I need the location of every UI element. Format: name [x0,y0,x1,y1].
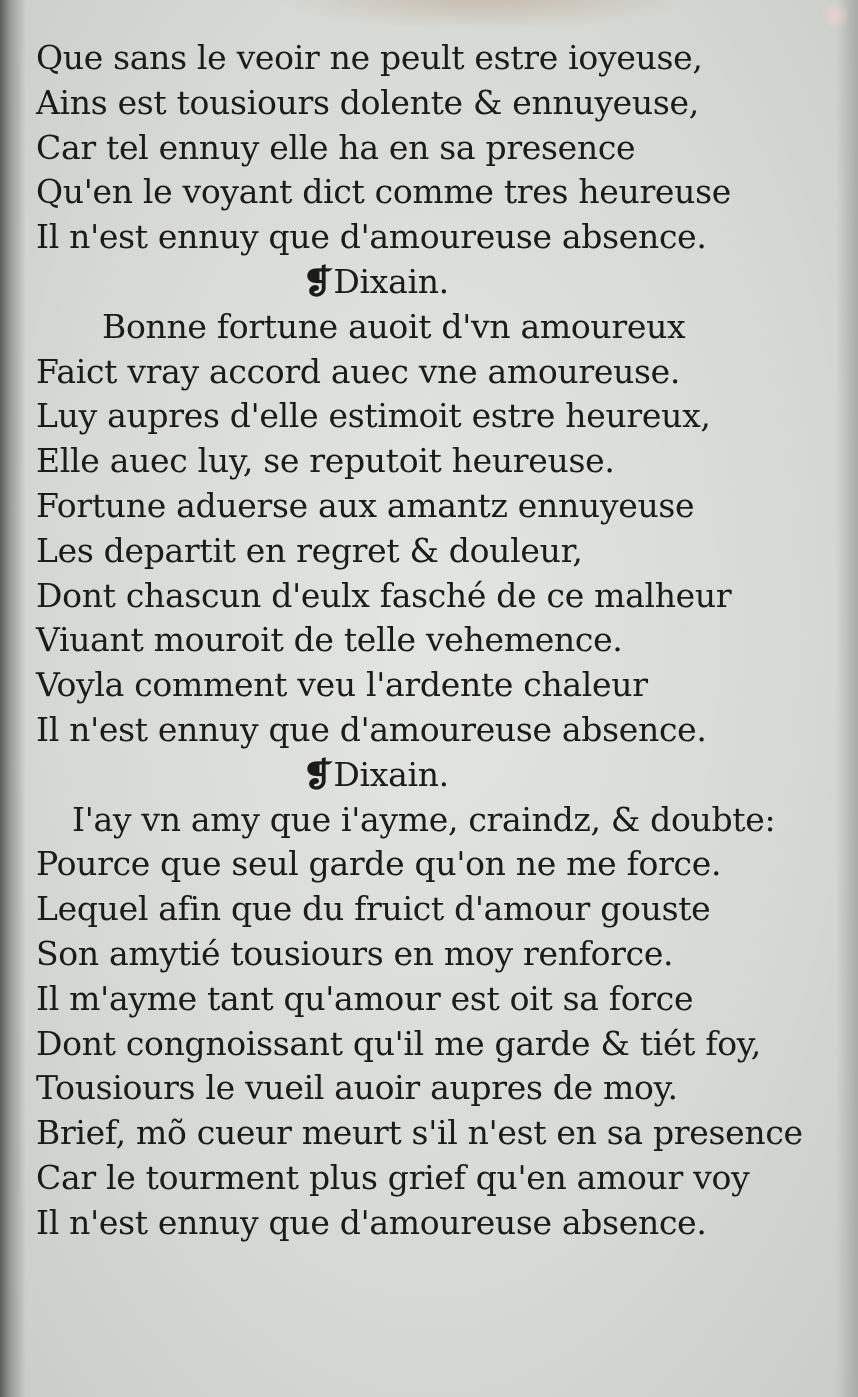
section-heading [36,260,816,305]
pilcrow-icon: ❡ [301,754,334,794]
poem-line: Dont congnoissant qu'il me garde & tiét foy, [36,1023,761,1063]
page-stain [270,0,700,30]
poem-line: Brief, mõ cueur meurt s'il n'est en sa presence [36,1113,803,1153]
poem-line: Que sans le veoir ne peult estre ioyeuse, [36,38,703,77]
poem-line: Viuant mouroit de telle vehemence. [36,620,623,660]
poem-text [36,36,816,1246]
section-heading [36,753,816,798]
poem-line: Voyla comment veu l'ardente chaleur [36,665,648,705]
poem-line: Elle auec luy, se reputoit heureuse. [36,441,615,481]
poem-line: Fortune aduerse aux amantz ennuyeuse [36,485,695,525]
poem-line: Il n'est ennuy que d'amoureuse absence. [36,1202,707,1242]
poem-line: Il n'est ennuy que d'amoureuse absence. [36,217,707,257]
poem-line: Tousiours le vueil auoir aupres de moy. [36,1068,678,1108]
page-edge-shadow [836,0,858,1397]
heading-text: Dixain. [333,754,449,794]
poem-line: Qu'en le voyant dict comme tres heureuse [36,172,731,212]
heading-text: Dixain. [333,261,449,301]
poem-line: Lequel afin que du fruict d'amour gouste [36,889,711,929]
poem-line: Il n'est ennuy que d'amoureuse absence. [36,709,707,749]
poem-line: Les departit en regret & douleur, [36,530,583,570]
corner-mark [820,0,850,30]
poem-line: Bonne fortune auoit d'vn amoureux [102,306,686,346]
poem-line: Son amytié tousiours en moy renforce. [36,933,674,973]
pilcrow-icon: ❡ [301,261,334,301]
poem-line: Car tel ennuy elle ha en sa presence [36,127,636,167]
poem-line: Il m'ayme tant qu'amour est oit sa force [36,978,694,1018]
binding-shadow [0,0,26,1397]
poem-line: I'ay vn amy que i'ayme, craindz, & doubte: [72,799,776,839]
poem-line: Car le tourment plus grief qu'en amour voy [36,1157,750,1197]
poem-line: Faict vray accord auec vne amoureuse. [36,351,681,391]
poem-line: Dont chascun d'eulx fasché de ce malheur [36,575,732,615]
poem-line: Ains est tousiours dolente & ennuyeuse, [36,82,699,122]
poem-line: Luy aupres d'elle estimoit estre heureux, [36,396,711,436]
poem-line: Pource que seul garde qu'on ne me force. [36,844,722,884]
